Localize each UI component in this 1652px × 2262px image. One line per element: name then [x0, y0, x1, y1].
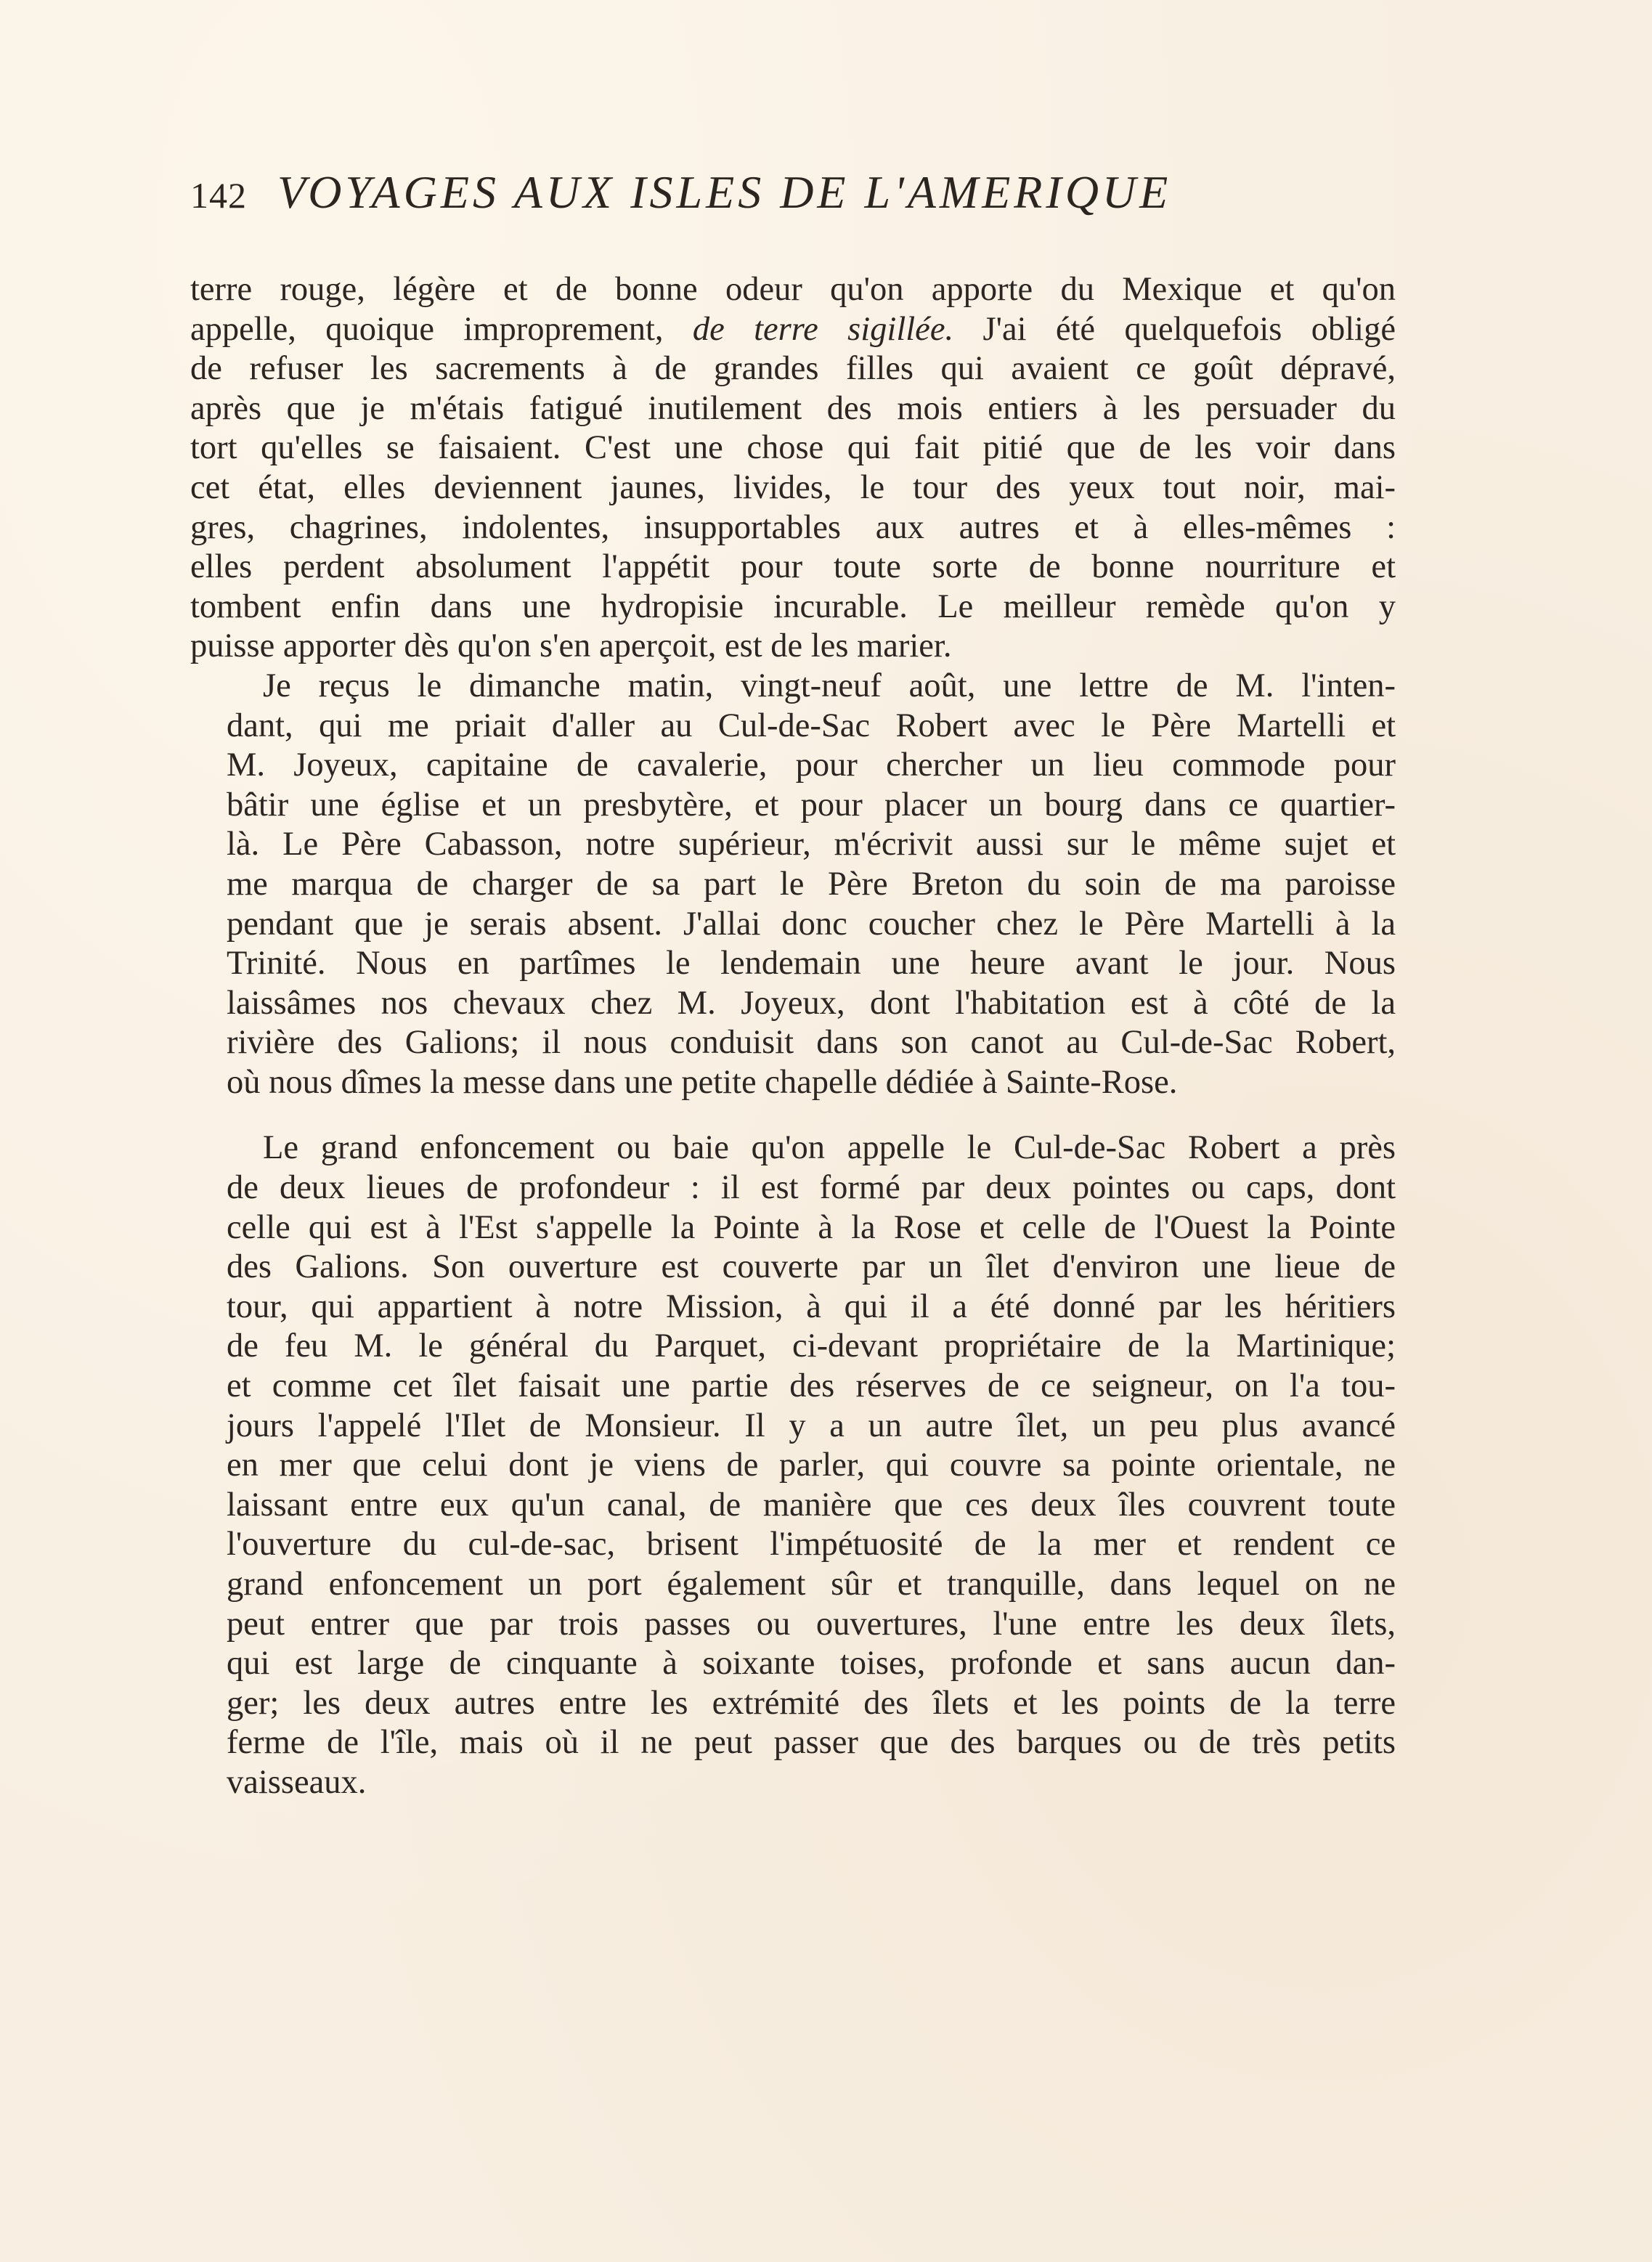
- text-line: celle qui est à l'Est s'appelle la Pointe à la Rose et celle de l'Ouest la Pointe: [227, 1208, 1396, 1246]
- text-line: tour, qui appartient à notre Mission, à qui il a été donné par les héritiers: [227, 1287, 1396, 1325]
- text-line: laissant entre eux qu'un canal, de manière que ces deux îles couvrent toute: [227, 1486, 1396, 1523]
- text-line: en mer que celui dont je viens de parler, qui couvre sa pointe orientale, ne: [227, 1447, 1396, 1484]
- text-line: puisse apporter dès qu'on s'en aperçoit, est de les marier.: [190, 627, 952, 665]
- paragraph: [190, 1128, 1396, 1802]
- italic-phrase: de terre sigillée.: [692, 310, 954, 348]
- text-line: l'ouverture du cul-de-sac, brisent l'impétuosité de la mer et rendent ce: [227, 1526, 1396, 1563]
- body-text: [190, 270, 1396, 1803]
- text-line: de refuser les sacrements à de grandes filles qui avaient ce goût dépravé,: [190, 350, 1396, 388]
- text-line: rivière des Galions; il nous conduisit dans son canot au Cul-de-Sac Robert,: [227, 1024, 1396, 1062]
- text-line: ferme de l'île, mais où il ne peut passer que des barques ou de très petits: [227, 1724, 1396, 1762]
- paragraph: [190, 270, 1396, 667]
- text-line: qui est large de cinquante à soixante toises, profonde et sans aucun dan-: [227, 1645, 1396, 1683]
- text-line: là. Le Père Cabasson, notre supérieur, m'écrivit aussi sur le même sujet et: [227, 826, 1396, 863]
- text-line: où nous dîmes la messe dans une petite chapelle dédiée à Sainte-Rose.: [227, 1063, 1178, 1101]
- page-header: [190, 166, 1171, 219]
- text-line: appelle, quoique improprement, de terre sigillée. J'ai été quelquefois obligé: [190, 310, 1396, 348]
- text-line: après que je m'étais fatigué inutilement des mois entiers à les persuader du: [190, 389, 1396, 427]
- text-line: et comme cet îlet faisait une partie des réserves de ce seigneur, on l'a tou-: [227, 1367, 1396, 1405]
- text-line: Trinité. Nous en partîmes le lendemain une heure avant le jour. Nous: [227, 945, 1396, 982]
- text-line: de feu M. le général du Parquet, ci-devant propriétaire de la Martinique;: [227, 1327, 1396, 1365]
- text-line: me marqua de charger de sa part le Père Breton du soin de ma paroisse: [227, 865, 1396, 903]
- text-line: gres, chagrines, indolentes, insupportables aux autres et à elles-mêmes :: [190, 508, 1396, 546]
- text-line: terre rouge, légère et de bonne odeur qu'on apporte du Mexique et qu'on: [190, 271, 1396, 308]
- text-line: ger; les deux autres entre les extrémité des îlets et les points de la terre: [227, 1684, 1396, 1722]
- paragraph: [190, 667, 1396, 1103]
- page-number: 142: [190, 175, 247, 216]
- text-line: des Galions. Son ouverture est couverte par un îlet d'environ une lieue de: [227, 1248, 1396, 1286]
- text-line: tombent enfin dans une hydropisie incurable. Le meilleur remède qu'on y: [190, 587, 1396, 625]
- text-line: pendant que je serais absent. J'allai donc coucher chez le Père Martelli à la: [227, 905, 1396, 943]
- text-line: cet état, elles deviennent jaunes, livides, le tour des yeux tout noir, mai-: [190, 468, 1396, 506]
- running-title: VOYAGES AUX ISLES DE L'AMERIQUE: [277, 166, 1172, 218]
- text-line: vaisseaux.: [227, 1763, 367, 1801]
- text-line: Le grand enfoncement ou baie qu'on appelle le Cul-de-Sac Robert a près: [263, 1129, 1396, 1167]
- text-line: grand enfoncement un port également sûr et tranquille, dans lequel on ne: [227, 1566, 1396, 1603]
- text-line: tort qu'elles se faisaient. C'est une chose qui fait pitié que de les voir dans: [190, 429, 1396, 467]
- text-line: dant, qui me priait d'aller au Cul-de-Sac Robert avec le Père Martelli et: [227, 707, 1396, 744]
- text-line: M. Joyeux, capitaine de cavalerie, pour chercher un lieu commode pour: [227, 746, 1396, 784]
- text-line: de deux lieues de profondeur : il est formé par deux pointes ou caps, dont: [227, 1169, 1396, 1207]
- text-line: Je reçus le dimanche matin, vingt-neuf août, une lettre de M. l'inten-: [263, 667, 1396, 704]
- text-line: peut entrer que par trois passes ou ouvertures, l'une entre les deux îlets,: [227, 1605, 1396, 1643]
- text-line: jours l'appelé l'Ilet de Monsieur. Il y a un autre îlet, un peu plus avancé: [227, 1407, 1396, 1444]
- text-line: elles perdent absolument l'appétit pour toute sorte de bonne nourriture et: [190, 548, 1396, 586]
- text-line: bâtir une église et un presbytère, et pour placer un bourg dans ce quartier-: [227, 786, 1396, 823]
- text-line: laissâmes nos chevaux chez M. Joyeux, dont l'habitation est à côté de la: [227, 984, 1396, 1022]
